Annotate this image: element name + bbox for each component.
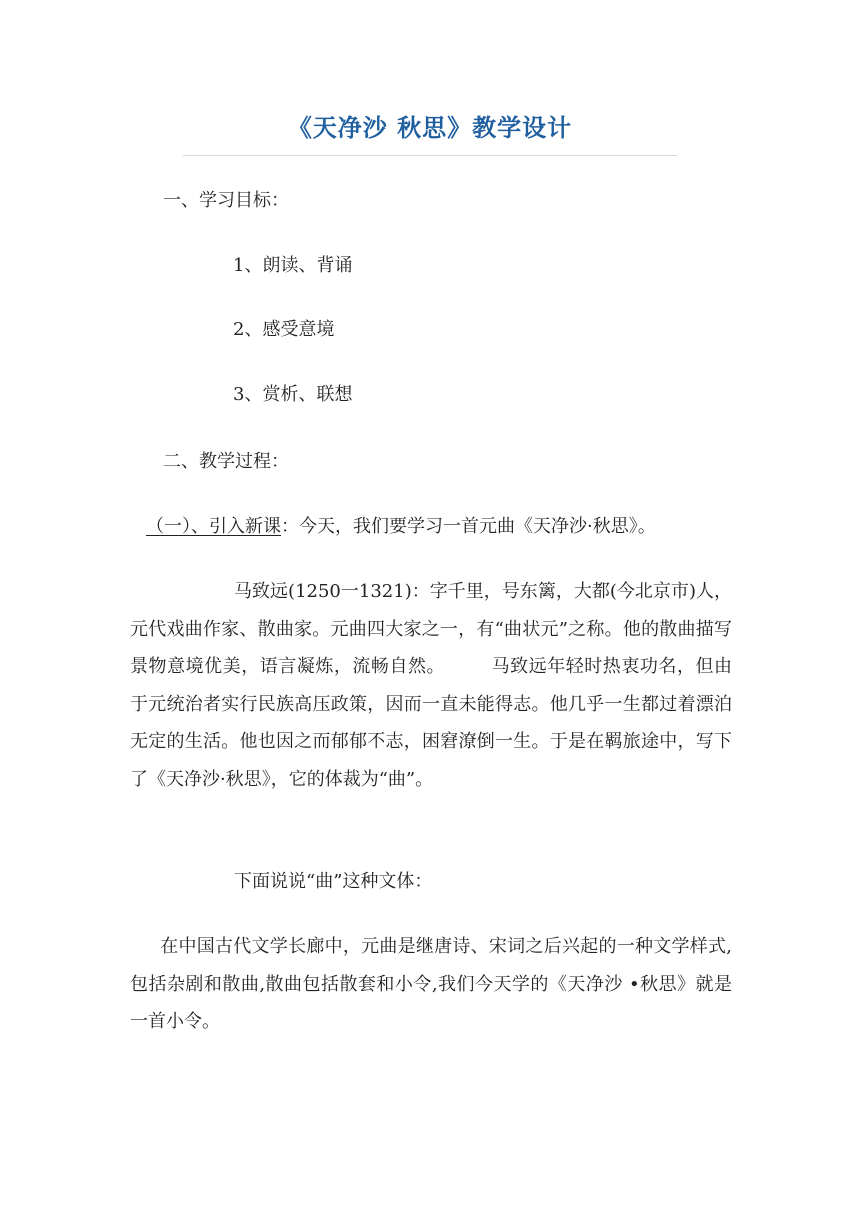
section-heading-goals: 一、学习目标： [163, 190, 289, 211]
genre-intro: 下面说说“曲”这种文体： [234, 871, 433, 892]
goal-item-1: 1、朗读、背诵 [233, 255, 353, 276]
author-paragraph [130, 573, 732, 798]
title-divider [183, 155, 677, 156]
genre-para-text: 在中国古代文学长廊中，元曲是继唐诗、宋词之后兴起的一种文学样式,包括杂剧和散曲,散曲包括散套和小令,我们今天学的《天净沙 •秋思》就是一首小令。 [130, 936, 732, 1032]
section-heading-process: 二、教学过程： [163, 451, 289, 472]
genre-paragraph [130, 928, 732, 1041]
document-title: 《天净沙 秋思》教学设计 [287, 114, 573, 142]
goal-item-2: 2、感受意境 [233, 319, 335, 340]
goal-item-3: 3、赏析、联想 [233, 384, 353, 405]
intro-line [146, 515, 656, 539]
author-para-part2: 马致远年轻时热衷功名，但由于元统治者实行民族高压政策，因而一直未能得志。他几乎一生都过着漂泊无定的生活。他也因之而郁郁不志，困窘潦倒一生。于是在羁旅途中，写下了《天净沙·秋思》，它的体裁为“曲”。 [130, 656, 733, 790]
intro-text: ：今天，我们要学习一首元曲《天净沙·秋思》。 [281, 516, 656, 537]
intro-label: （一）、引入新课 [146, 516, 281, 537]
author-para-part1: 马致远(1250一1321)：字千里，号东篱，大都(今北京市)人，元代戏曲作家、散曲家。元曲四大家之一，有“曲状元”之称。他的散曲描写景物意境优美，语言凝炼，流畅自然。 [130, 581, 732, 677]
